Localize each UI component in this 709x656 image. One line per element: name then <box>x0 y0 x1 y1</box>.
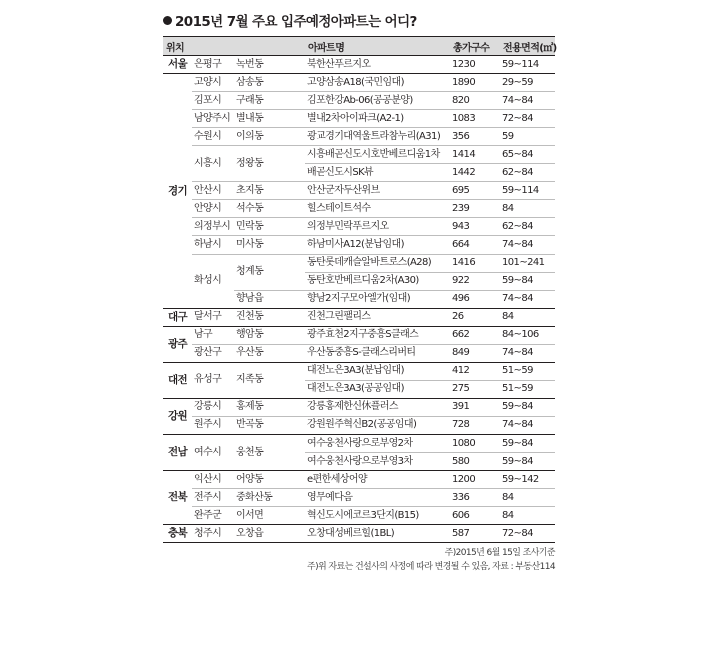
district-cell: 오창읍 <box>234 525 305 543</box>
city-cell: 남양주시 <box>192 110 234 128</box>
apartment-name-cell: 여수웅천사랑으로부영2차 <box>305 434 450 452</box>
apartment-name-cell: 광주효천2지구중흥S클래스 <box>305 326 450 344</box>
household-count-cell: 849 <box>450 344 500 362</box>
district-cell: 구래동 <box>234 92 305 110</box>
city-cell: 유성구 <box>192 362 234 398</box>
household-count-cell: 820 <box>450 92 500 110</box>
table-row <box>163 326 555 344</box>
city-cell: 안양시 <box>192 200 234 218</box>
household-count-cell: 336 <box>450 489 500 507</box>
table-row <box>163 218 555 236</box>
district-cell: 청계동 <box>234 254 305 290</box>
table-row <box>163 254 555 272</box>
region-cell: 대전 <box>163 362 192 398</box>
household-count-cell: 580 <box>450 453 500 471</box>
city-cell: 강릉시 <box>192 398 234 416</box>
area-cell: 59~84 <box>500 398 555 416</box>
table-row <box>163 416 555 434</box>
area-cell: 62~84 <box>500 218 555 236</box>
area-cell: 65~84 <box>500 146 555 164</box>
household-count-cell: 1442 <box>450 164 500 182</box>
region-cell: 전북 <box>163 471 192 525</box>
area-cell: 84~106 <box>500 326 555 344</box>
apartment-name-cell: 안산군자두산위브 <box>305 182 450 200</box>
table-row <box>163 74 555 92</box>
apartment-name-cell: 고양삼송A18(국민임대) <box>305 74 450 92</box>
apartment-name-cell: 별내2차아이파크(A2-1) <box>305 110 450 128</box>
apartment-name-cell: 하남미사A12(분납임대) <box>305 236 450 254</box>
district-cell: 석수동 <box>234 200 305 218</box>
area-cell: 59~84 <box>500 434 555 452</box>
area-cell: 59 <box>500 128 555 146</box>
city-cell: 수원시 <box>192 128 234 146</box>
district-cell: 지족동 <box>234 362 305 398</box>
city-cell: 원주시 <box>192 416 234 434</box>
district-cell: 웅천동 <box>234 434 305 470</box>
apartment-name-cell: 강릉홍제한신休플러스 <box>305 398 450 416</box>
district-cell: 삼송동 <box>234 74 305 92</box>
apartment-name-cell: 힐스테이트석수 <box>305 200 450 218</box>
city-cell: 의정부시 <box>192 218 234 236</box>
household-count-cell: 356 <box>450 128 500 146</box>
footnotes <box>163 546 555 574</box>
region-cell: 경기 <box>163 74 192 309</box>
table-row <box>163 236 555 254</box>
table-row <box>163 344 555 362</box>
area-cell: 59~84 <box>500 272 555 290</box>
area-cell: 84 <box>500 489 555 507</box>
district-cell: 우산동 <box>234 344 305 362</box>
household-count-cell: 943 <box>450 218 500 236</box>
table-row <box>163 434 555 452</box>
table-row <box>163 507 555 525</box>
city-cell: 여수시 <box>192 434 234 470</box>
district-cell: 어양동 <box>234 471 305 489</box>
apartment-name-cell: 김포한강Ab-06(공공분양) <box>305 92 450 110</box>
apartment-name-cell: 진천그린팰리스 <box>305 308 450 326</box>
region-cell: 대구 <box>163 308 192 326</box>
city-cell: 하남시 <box>192 236 234 254</box>
apartment-name-cell: 대전노은3A3(공공임대) <box>305 380 450 398</box>
household-count-cell: 728 <box>450 416 500 434</box>
household-count-cell: 922 <box>450 272 500 290</box>
apartment-name-cell: 의정부민락푸르지오 <box>305 218 450 236</box>
table-row <box>163 92 555 110</box>
footnote-source: 주)위 자료는 건설사의 사정에 따라 변경될 수 있음, 자료 : 부동산114 <box>307 562 555 573</box>
household-count-cell: 412 <box>450 362 500 380</box>
household-count-cell: 664 <box>450 236 500 254</box>
household-count-cell: 496 <box>450 290 500 308</box>
apartment-name-cell: 우산동중흥S-클래스리버티 <box>305 344 450 362</box>
household-count-cell: 606 <box>450 507 500 525</box>
area-cell: 74~84 <box>500 416 555 434</box>
apartment-table <box>163 36 555 543</box>
table-row <box>163 146 555 164</box>
apartment-name-cell: 동탄롯데캐슬알바트로스(A28) <box>305 254 450 272</box>
table-row <box>163 308 555 326</box>
district-cell: 미사동 <box>234 236 305 254</box>
table-panel <box>163 12 555 574</box>
district-cell: 별내동 <box>234 110 305 128</box>
table-row <box>163 110 555 128</box>
district-cell: 향남읍 <box>234 290 305 308</box>
header-row <box>163 37 555 56</box>
city-cell: 전주시 <box>192 489 234 507</box>
household-count-cell: 587 <box>450 525 500 543</box>
table-body <box>163 56 555 543</box>
city-cell: 고양시 <box>192 74 234 92</box>
area-cell: 62~84 <box>500 164 555 182</box>
apartment-name-cell: 강원원주혁신B2(공공임대) <box>305 416 450 434</box>
header-location: 위치 <box>163 37 305 56</box>
district-cell: 정왕동 <box>234 146 305 182</box>
apartment-name-cell: 오창대성베르힐(1BL) <box>305 525 450 543</box>
apartment-name-cell: 여수웅천사랑으로부영3차 <box>305 453 450 471</box>
district-cell: 반곡동 <box>234 416 305 434</box>
area-cell: 59~84 <box>500 453 555 471</box>
table-row <box>163 182 555 200</box>
district-cell: 이의동 <box>234 128 305 146</box>
apartment-name-cell: e편한세상어양 <box>305 471 450 489</box>
table-title <box>163 12 555 32</box>
header-households: 총가구수 <box>450 37 500 56</box>
table-row <box>163 362 555 380</box>
table-row <box>163 200 555 218</box>
apartment-name-cell: 광교경기대역울트라참누리(A31) <box>305 128 450 146</box>
district-cell: 이서면 <box>234 507 305 525</box>
table-row <box>163 471 555 489</box>
area-cell: 84 <box>500 507 555 525</box>
header-apartment: 아파트명 <box>305 37 450 56</box>
city-cell: 은평구 <box>192 56 234 74</box>
city-cell: 청주시 <box>192 525 234 543</box>
city-cell: 광산구 <box>192 344 234 362</box>
region-cell: 광주 <box>163 326 192 362</box>
region-cell: 강원 <box>163 398 192 434</box>
apartment-name-cell: 시흥배곧신도시호반베르디움1차 <box>305 146 450 164</box>
table-row <box>163 398 555 416</box>
table-row <box>163 489 555 507</box>
city-cell: 김포시 <box>192 92 234 110</box>
city-cell: 익산시 <box>192 471 234 489</box>
footnote-date: 주)2015년 6월 15일 조사기준 <box>444 548 555 559</box>
table-row <box>163 128 555 146</box>
district-cell: 홍제동 <box>234 398 305 416</box>
household-count-cell: 1230 <box>450 56 500 74</box>
bullet-icon <box>163 16 172 25</box>
apartment-name-cell: 혁신도시에코르3단지(B15) <box>305 507 450 525</box>
table-row <box>163 525 555 543</box>
household-count-cell: 391 <box>450 398 500 416</box>
area-cell: 59~114 <box>500 182 555 200</box>
household-count-cell: 239 <box>450 200 500 218</box>
household-count-cell: 695 <box>450 182 500 200</box>
apartment-name-cell: 대전노은3A3(분납임대) <box>305 362 450 380</box>
area-cell: 84 <box>500 200 555 218</box>
area-cell: 74~84 <box>500 344 555 362</box>
household-count-cell: 1080 <box>450 434 500 452</box>
household-count-cell: 1416 <box>450 254 500 272</box>
city-cell: 안산시 <box>192 182 234 200</box>
area-cell: 74~84 <box>500 92 555 110</box>
household-count-cell: 26 <box>450 308 500 326</box>
apartment-name-cell: 영무예다음 <box>305 489 450 507</box>
household-count-cell: 275 <box>450 380 500 398</box>
table-title-text: 2015년 7월 주요 입주예정아파트는 어디? <box>175 14 417 30</box>
region-cell: 서울 <box>163 56 192 74</box>
area-cell: 59~114 <box>500 56 555 74</box>
area-cell: 72~84 <box>500 525 555 543</box>
city-cell: 시흥시 <box>192 146 234 182</box>
household-count-cell: 662 <box>450 326 500 344</box>
district-cell: 행암동 <box>234 326 305 344</box>
district-cell: 녹번동 <box>234 56 305 74</box>
area-cell: 51~59 <box>500 380 555 398</box>
district-cell: 중화산동 <box>234 489 305 507</box>
household-count-cell: 1890 <box>450 74 500 92</box>
table-row <box>163 56 555 74</box>
household-count-cell: 1083 <box>450 110 500 128</box>
city-cell: 완주군 <box>192 507 234 525</box>
area-cell: 51~59 <box>500 362 555 380</box>
household-count-cell: 1200 <box>450 471 500 489</box>
apartment-name-cell: 동탄호반베르디움2차(A30) <box>305 272 450 290</box>
area-cell: 101~241 <box>500 254 555 272</box>
district-cell: 진천동 <box>234 308 305 326</box>
household-count-cell: 1414 <box>450 146 500 164</box>
apartment-name-cell: 향남2지구모아엘가(임대) <box>305 290 450 308</box>
header-area: 전용면적(㎡) <box>500 37 555 56</box>
apartment-name-cell: 배곧신도시SK뷰 <box>305 164 450 182</box>
region-cell: 전남 <box>163 434 192 470</box>
city-cell: 화성시 <box>192 254 234 308</box>
district-cell: 민락동 <box>234 218 305 236</box>
city-cell: 달서구 <box>192 308 234 326</box>
apartment-name-cell: 북한산푸르지오 <box>305 56 450 74</box>
area-cell: 59~142 <box>500 471 555 489</box>
area-cell: 29~59 <box>500 74 555 92</box>
area-cell: 74~84 <box>500 290 555 308</box>
district-cell: 초지동 <box>234 182 305 200</box>
area-cell: 72~84 <box>500 110 555 128</box>
city-cell: 남구 <box>192 326 234 344</box>
area-cell: 74~84 <box>500 236 555 254</box>
region-cell: 충북 <box>163 525 192 543</box>
area-cell: 84 <box>500 308 555 326</box>
